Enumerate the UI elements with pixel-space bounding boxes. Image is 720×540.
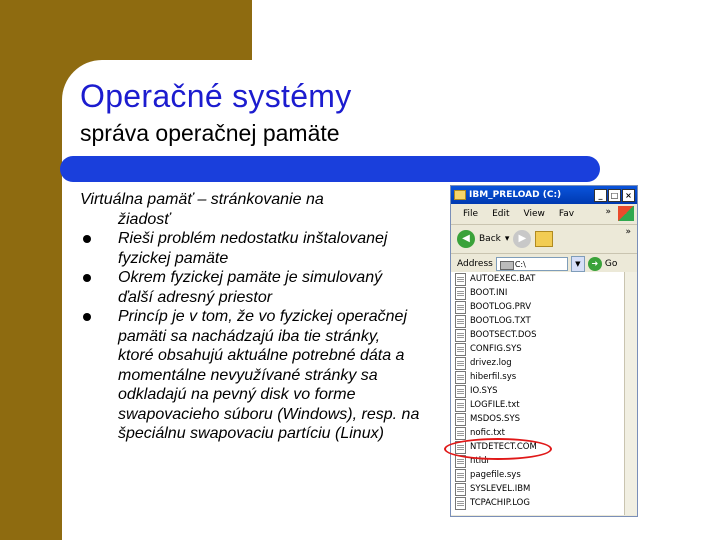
- file-item: [451, 384, 625, 398]
- bullet-icon: [83, 274, 91, 282]
- slide-subtitle: správa operačnej pamäte: [80, 120, 340, 146]
- file-item: [451, 482, 625, 496]
- slide-title: Operačné systémy: [80, 78, 352, 114]
- file-name: BOOTSECT.DOS: [470, 330, 537, 340]
- lead-paragraph: [80, 190, 420, 229]
- file-icon: [455, 357, 466, 370]
- file-item: [451, 286, 625, 300]
- bullet-item: [80, 229, 420, 268]
- address-field: [496, 257, 568, 271]
- file-item: [451, 314, 625, 328]
- go-label: Go: [604, 259, 618, 269]
- bullet-item: [80, 268, 420, 307]
- file-name: BOOTLOG.PRV: [470, 302, 532, 312]
- file-icon: [455, 399, 466, 412]
- file-item: [451, 300, 625, 314]
- window-controls: [594, 189, 637, 202]
- file-icon: [455, 273, 466, 286]
- file-list: [451, 272, 625, 515]
- address-label: Address: [457, 259, 493, 269]
- menu-favorites: Fav: [558, 209, 575, 219]
- title-divider-bar: [60, 156, 600, 182]
- back-arrow-icon: ◀: [457, 230, 475, 248]
- drive-icon: [454, 190, 466, 200]
- lead-line-2: žiadosť: [118, 210, 170, 228]
- bullet-text: Okrem fyzickej pamäte je simulovaný ďalší adresný priestor: [118, 269, 383, 306]
- file-name: BOOTLOG.TXT: [470, 316, 531, 326]
- go-arrow-icon: ➜: [588, 257, 602, 271]
- file-name: drivez.log: [470, 358, 512, 368]
- forward-arrow-icon: ▶: [513, 230, 531, 248]
- explorer-titlebar: [451, 186, 637, 204]
- file-icon: [455, 343, 466, 356]
- file-icon: [455, 315, 466, 328]
- file-name: AUTOEXEC.BAT: [470, 274, 536, 284]
- windows-logo-icon: [618, 206, 634, 221]
- dropdown-arrow-icon: ▼: [571, 256, 585, 272]
- file-name: LOGFILE.txt: [470, 400, 520, 410]
- folder-up-icon: [535, 231, 553, 247]
- file-icon: [455, 427, 466, 440]
- lead-line-1: Virtuálna pamäť – stránkovanie na: [80, 191, 324, 208]
- explorer-toolbar: [451, 225, 637, 254]
- bullet-text: Princíp je v tom, že vo fyzickej operačnej pamäti sa nachádzajú iba tie stránky, ktoré obsahujú aktuálne potrebné dáta a momentálne nevyužívané stránky sa odkladajú na pevný disk vo forme swapovacieho súboru (Windows), resp. na špeciálnu swapovaciu partíciu (Linux): [118, 308, 420, 442]
- file-name: BOOT.INI: [470, 288, 508, 298]
- dropdown-arrow-icon: ▾: [504, 234, 510, 244]
- file-name: pagefile.sys: [470, 470, 521, 480]
- file-item-pagefile: [451, 468, 625, 482]
- file-icon: [455, 469, 466, 482]
- bullet-text: Rieši problém nedostatku inštalovanej fyzickej pamäte: [118, 230, 388, 267]
- file-item: [451, 370, 625, 384]
- file-icon: [455, 483, 466, 496]
- maximize-icon: □: [608, 189, 621, 202]
- file-icon: [455, 371, 466, 384]
- back-label: Back: [479, 234, 501, 244]
- menu-edit: Edit: [492, 209, 510, 219]
- file-item: [451, 412, 625, 426]
- file-name: TCPACHIP.LOG: [470, 498, 530, 508]
- menu-view: View: [523, 209, 545, 219]
- file-name: NTDETECT.COM: [470, 442, 537, 452]
- bullet-list: [80, 229, 420, 444]
- address-value: C:\: [514, 260, 526, 269]
- file-name: CONFIG.SYS: [470, 344, 522, 354]
- scrollbar: [624, 272, 637, 515]
- file-item: [451, 342, 625, 356]
- file-icon: [455, 413, 466, 426]
- file-name: SYSLEVEL.IBM: [470, 484, 531, 494]
- file-item: [451, 328, 625, 342]
- file-item: [451, 356, 625, 370]
- slide-content: [80, 190, 420, 444]
- explorer-menubar: [451, 204, 637, 225]
- bullet-item: [80, 307, 420, 444]
- chevron-right-icon: »: [625, 227, 631, 237]
- bullet-icon: [83, 313, 91, 321]
- file-name: ntldr: [470, 456, 490, 466]
- chevron-right-icon: »: [605, 207, 611, 217]
- minimize-icon: _: [594, 189, 607, 202]
- bullet-icon: [83, 235, 91, 243]
- file-icon: [455, 287, 466, 300]
- file-item: [451, 272, 625, 286]
- file-icon: [455, 497, 466, 510]
- menu-file: File: [463, 209, 479, 219]
- file-item: [451, 398, 625, 412]
- file-icon: [455, 385, 466, 398]
- file-icon: [455, 301, 466, 314]
- drive-icon: [500, 261, 514, 270]
- highlight-ellipse: [444, 438, 552, 460]
- close-icon: ×: [622, 189, 635, 202]
- explorer-window-screenshot: [450, 185, 638, 517]
- file-item: [451, 496, 625, 510]
- explorer-title: IBM_PRELOAD (C:): [469, 190, 562, 200]
- file-name: nofic.txt: [470, 428, 506, 438]
- file-name: hiberfil.sys: [470, 372, 517, 382]
- file-icon: [455, 329, 466, 342]
- file-name: IO.SYS: [470, 386, 498, 396]
- file-name: MSDOS.SYS: [470, 414, 521, 424]
